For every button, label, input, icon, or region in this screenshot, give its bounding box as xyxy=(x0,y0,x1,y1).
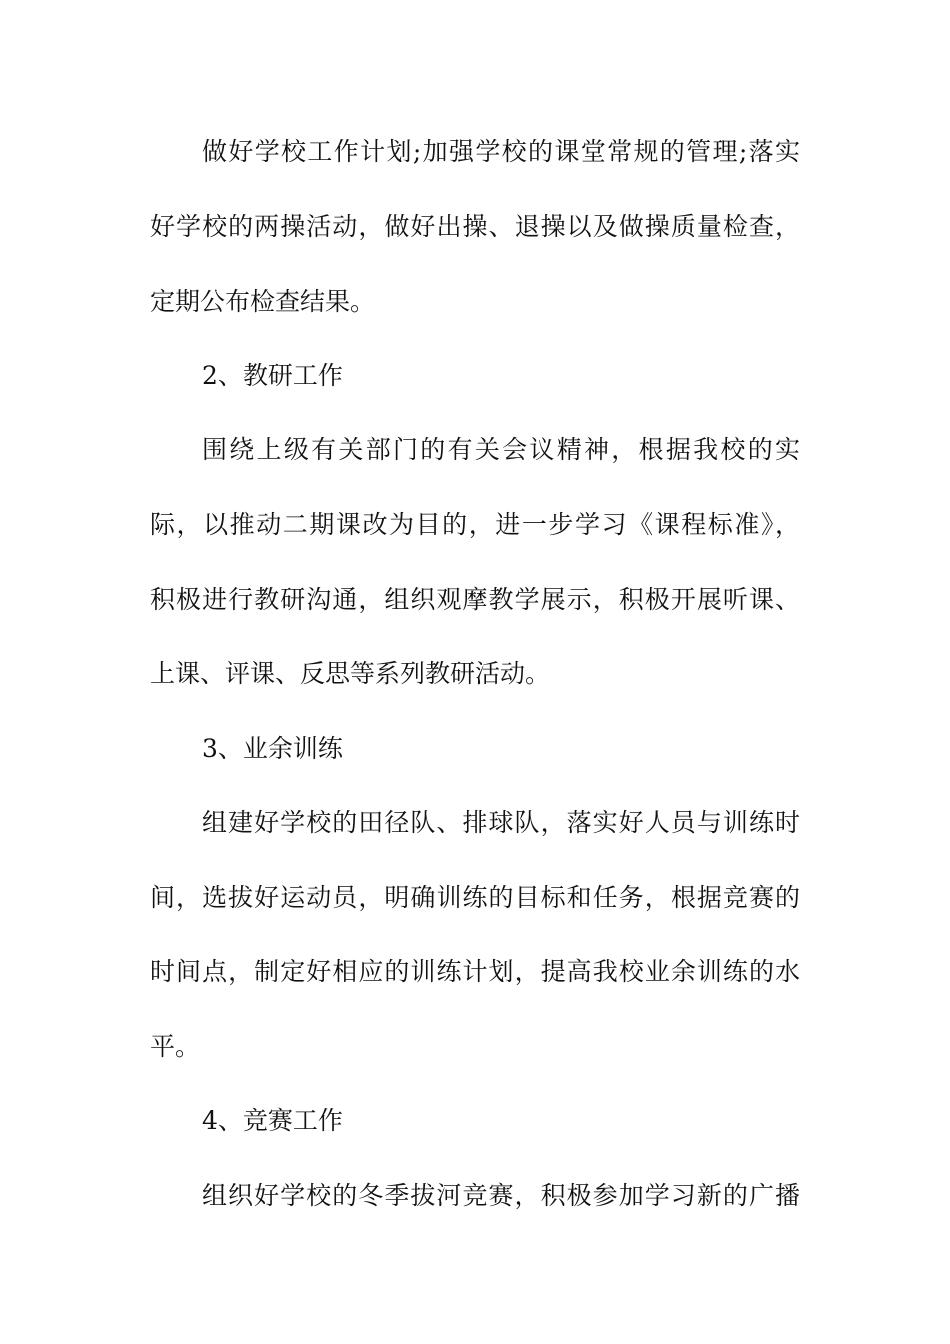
paragraph-3-line-2: 间，选拔好运动员，明确训练的目标和任务，根据竞赛的 xyxy=(150,883,800,912)
paragraph-1-line-2: 好学校的两操活动，做好出操、退操以及做操质量检查， xyxy=(150,212,800,241)
heading-competition-work: 4、竞赛工作 xyxy=(202,1106,343,1135)
paragraph-1-line-1: 做好学校工作计划;加强学校的课堂常规的管理;落实 xyxy=(202,137,800,166)
paragraph-4-line-1: 组织好学校的冬季拔河竞赛，积极参加学习新的广播 xyxy=(202,1181,800,1210)
heading-amateur-training: 3、业余训练 xyxy=(202,734,343,763)
paragraph-2-line-4: 上课、评课、反思等系列教研活动。 xyxy=(150,659,551,688)
paragraph-2-line-2: 际，以推动二期课改为目的，进一步学习《课程标准》， xyxy=(150,510,800,539)
paragraph-3-line-3: 时间点，制定好相应的训练计划，提高我校业余训练的水 xyxy=(150,957,800,986)
paragraph-3-line-1: 组建好学校的田径队、排球队，落实好人员与训练时 xyxy=(202,808,800,837)
heading-teaching-research: 2、教研工作 xyxy=(202,361,343,390)
paragraph-1-line-3: 定期公布检查结果。 xyxy=(150,287,376,316)
paragraph-2-line-3: 积极进行教研沟通，组织观摩教学展示，积极开展听课、 xyxy=(150,585,800,614)
paragraph-2-line-1: 围绕上级有关部门的有关会议精神，根据我校的实 xyxy=(202,435,800,464)
paragraph-3-line-4: 平。 xyxy=(150,1032,201,1061)
